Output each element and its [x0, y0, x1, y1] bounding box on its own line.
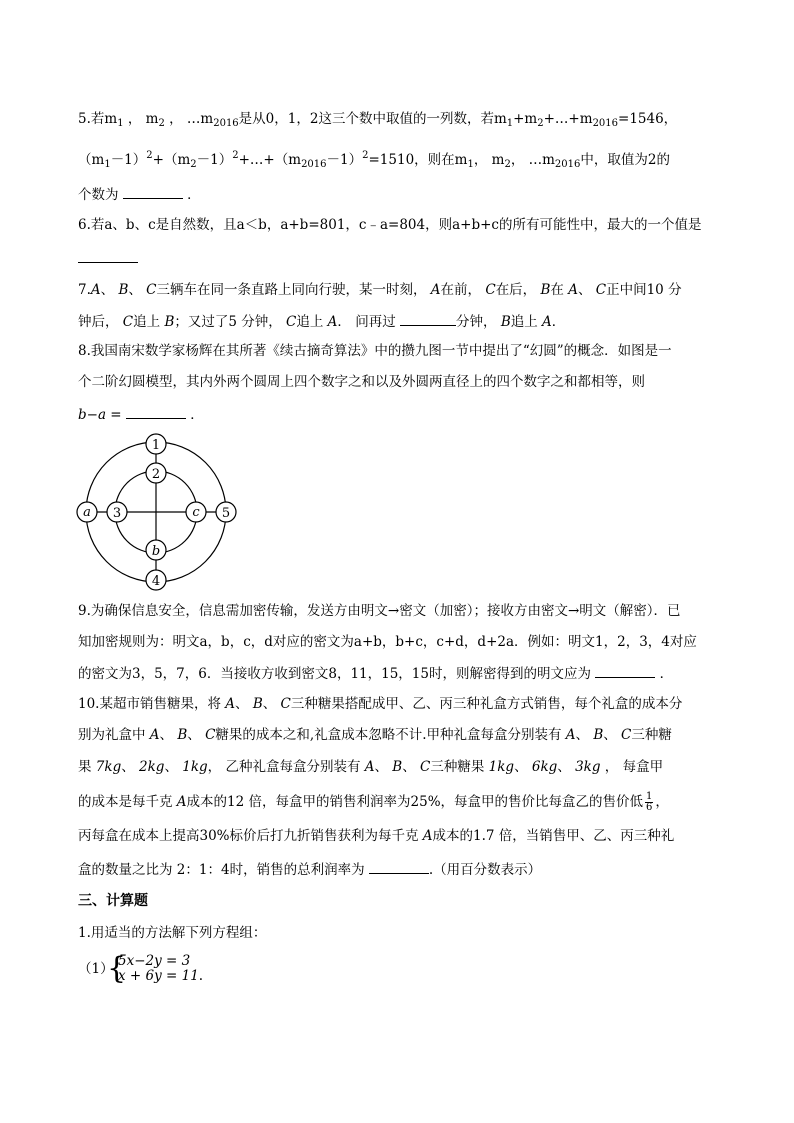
equation-brace: {: [107, 951, 127, 986]
q9-line-1: 9.为确保信息安全，信息需加密传输，发送方由明文→密文（加密）；接收方由密文→明文（解密）．已: [78, 603, 681, 619]
node-top-inner-label: 2: [151, 467, 161, 482]
node-bottom-outer-label: 4: [151, 574, 161, 589]
q10-line-2: 别为礼盒中 A、 B、 C糖果的成本之和,礼盒成本忽略不计.甲种礼盒每盒分别装有 A、 B、 C三种糖: [78, 727, 672, 743]
equation-2: x + 6y = 11.: [118, 968, 204, 984]
node-right-inner-label: c: [192, 505, 200, 520]
q5-line-2: $(m_1-1)^2+(m_2-1)^2+\dots+(m_{2016}-1)^2=1510$，则在$m_1$， $m_2$， $\dots m_{2016}$中，取值为2的: [78, 150, 670, 170]
q6-line-1: 6.若a、b、c是自然数，且a＜b，a+b=801，c﹣a=804，则a+b+c的所有可能性中，最大的一个值是: [78, 217, 702, 233]
q10-answer-blank: [369, 859, 429, 874]
node-top-outer-label: 1: [151, 438, 161, 453]
q1-part-label: （1）: [78, 961, 114, 977]
q8-line-3: b−a = ．: [78, 404, 204, 425]
q9-answer-blank: [595, 663, 655, 678]
node-bottom-inner-label: b: [151, 544, 161, 559]
section-heading: 三、计算题: [78, 893, 148, 909]
q7-line-2: 钟后， C追上 B；又过了5 分钟， C追上 A． 问再过 分钟， B追上 A．: [78, 311, 565, 332]
q6-answer-blank: [78, 248, 138, 263]
q10-line-4: 的成本是每千克 A成本的12 倍，每盒甲的销售利润率为25%，每盒甲的售价比每盒乙的售价低 $\frac{1}{6}$ ，: [78, 791, 669, 813]
q10-line-6: 盒的数量之比为 2：1：4时，销售的总利润率为 .（用百分数表示）: [78, 859, 541, 880]
q5-line-1: 5.若$m_1$ ， $m_2$ ， $\dots m_{2016}$是从0，1，2这三个数中取值的一列数，若$m_1+m_2+\dots+m_{2016}=1546$，: [78, 111, 678, 129]
node-left-inner-label: 3: [112, 506, 122, 521]
q5-line-3: 个数为 ．: [78, 184, 201, 205]
q10-line-5: 丙每盒在成本上提高30%标价后打九折销售获利为每千克 A成本的1.7 倍，当销售甲、乙、丙三种礼: [78, 828, 675, 844]
q7-line-1: 7.A、 B、 C三辆车在同一条直路上同向行驶，某一时刻， A在前， C在后， B在 A、 C正中间10 分: [78, 282, 682, 298]
q8-line-1: 8.我国南宋数学家杨辉在其所著《续古摘奇算法》中的攒九图一节中提出了“幻圆”的概念．如图是一: [78, 343, 672, 359]
fraction-one-sixth: $\frac{1}{6}$: [646, 791, 653, 813]
q8-line-2: 个二阶幻圆模型，其内外两个圆周上四个数字之和以及外圆两直径上的四个数字之和都相等，则: [78, 374, 645, 390]
node-right-outer-label: 5: [221, 506, 231, 521]
q9-line-3: 的密文为3，5，7，6．当接收方收到密文8，11，15，15时，则解密得到的明文应为 ．: [78, 663, 673, 684]
q5-answer-blank: [123, 184, 183, 199]
equation-1: 5x−2y = 3: [118, 953, 191, 969]
node-left-outer-label: a: [83, 505, 91, 520]
q9-line-2: 知加密规则为：明文a，b，c，d对应的密文为a+b，b+c，c+d，d+2a．例如：明文1，2，3，4对应: [78, 634, 697, 650]
magic-circle-diagram: [72, 428, 242, 594]
q7-answer-blank: [400, 311, 456, 326]
q10-line-3: 果 7kg、 2kg、 1kg， 乙种礼盒每盒分别装有 A、 B、 C三种糖果 1kg、 6kg、 3kg ， 每盒甲: [78, 759, 664, 775]
q8-answer-blank: [126, 404, 186, 419]
q1-intro: 1.用适当的方法解下列方程组：: [78, 925, 267, 941]
q10-line-1: 10.某超市销售糖果，将 A、 B、 C三种糖果搭配成甲、乙、丙三种礼盒方式销售，每个礼盒的成本分: [78, 696, 683, 712]
